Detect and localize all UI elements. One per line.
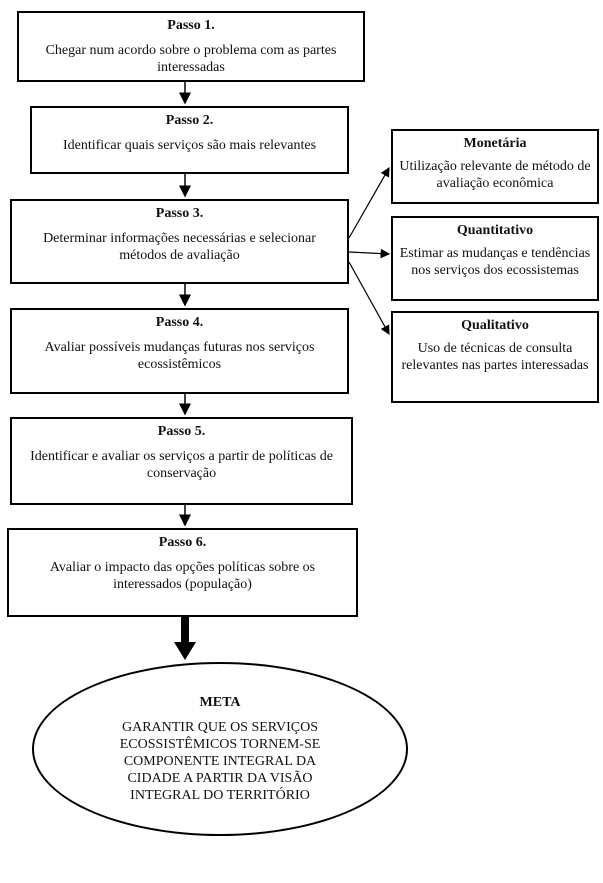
step-4-title: Passo 4. (155, 315, 204, 330)
step-3-text: Determinar informações necessárias e selecionar métodos de avaliação (43, 231, 316, 263)
arrow-step3-to-quantitativo (349, 252, 389, 254)
method-quantitativo-text: Estimar as mudanças e tendências nos serviços dos ecossistemas (399, 246, 591, 278)
step-1-text: Chegar num acordo sobre o problema com as partes interessadas (45, 43, 337, 75)
thick-arrow-head (174, 642, 196, 660)
method-qualitativo-text: Uso de técnicas de consulta relevantes nas partes interessadas (401, 341, 589, 373)
step-2-box (30, 106, 349, 174)
method-monetaria-text: Utilização relevante de método de avaliação econômica (399, 159, 591, 191)
step-6-text: Avaliar o impacto das opções políticas sobre os interessados (população) (49, 560, 316, 592)
step-5-box (10, 417, 353, 505)
step-2-title: Passo 2. (165, 113, 214, 128)
goal-text: GARANTIR QUE OS SERVIÇOS ECOSSISTÊMICOS TORNEM-SE COMPONENTE INTEGRAL DA CIDADE A PARTIR DA VISÃO INTEGRAL DO TERRITÓRIO (119, 720, 321, 803)
step-3-title: Passo 3. (155, 206, 204, 221)
method-monetaria-title: Monetária (463, 136, 527, 151)
step-4-box (10, 308, 349, 394)
step-5-title: Passo 5. (157, 424, 206, 439)
method-qualitativo-box (391, 311, 599, 403)
step-2-text: Identificar quais serviços são mais relevantes (62, 138, 317, 153)
step-3-box (10, 199, 349, 284)
step-6-title: Passo 6. (158, 535, 207, 550)
step-6-box (7, 528, 358, 617)
method-monetaria-box (391, 129, 599, 204)
goal-ellipse (32, 662, 408, 836)
arrow-step3-to-monetaria (349, 168, 389, 238)
goal-title: META (199, 695, 241, 710)
method-quantitativo-box (391, 216, 599, 301)
method-quantitativo-title: Quantitativo (456, 223, 534, 238)
step-5-text: Identificar e avaliar os serviços a partir de políticas de conservação (30, 449, 333, 481)
step-4-text: Avaliar possíveis mudanças futuras nos serviços ecossistêmicos (44, 340, 315, 372)
step-1-box (17, 11, 365, 82)
arrow-step3-to-qualitativo (349, 262, 389, 334)
step-1-title: Passo 1. (167, 18, 215, 33)
method-qualitativo-title: Qualitativo (461, 318, 529, 333)
